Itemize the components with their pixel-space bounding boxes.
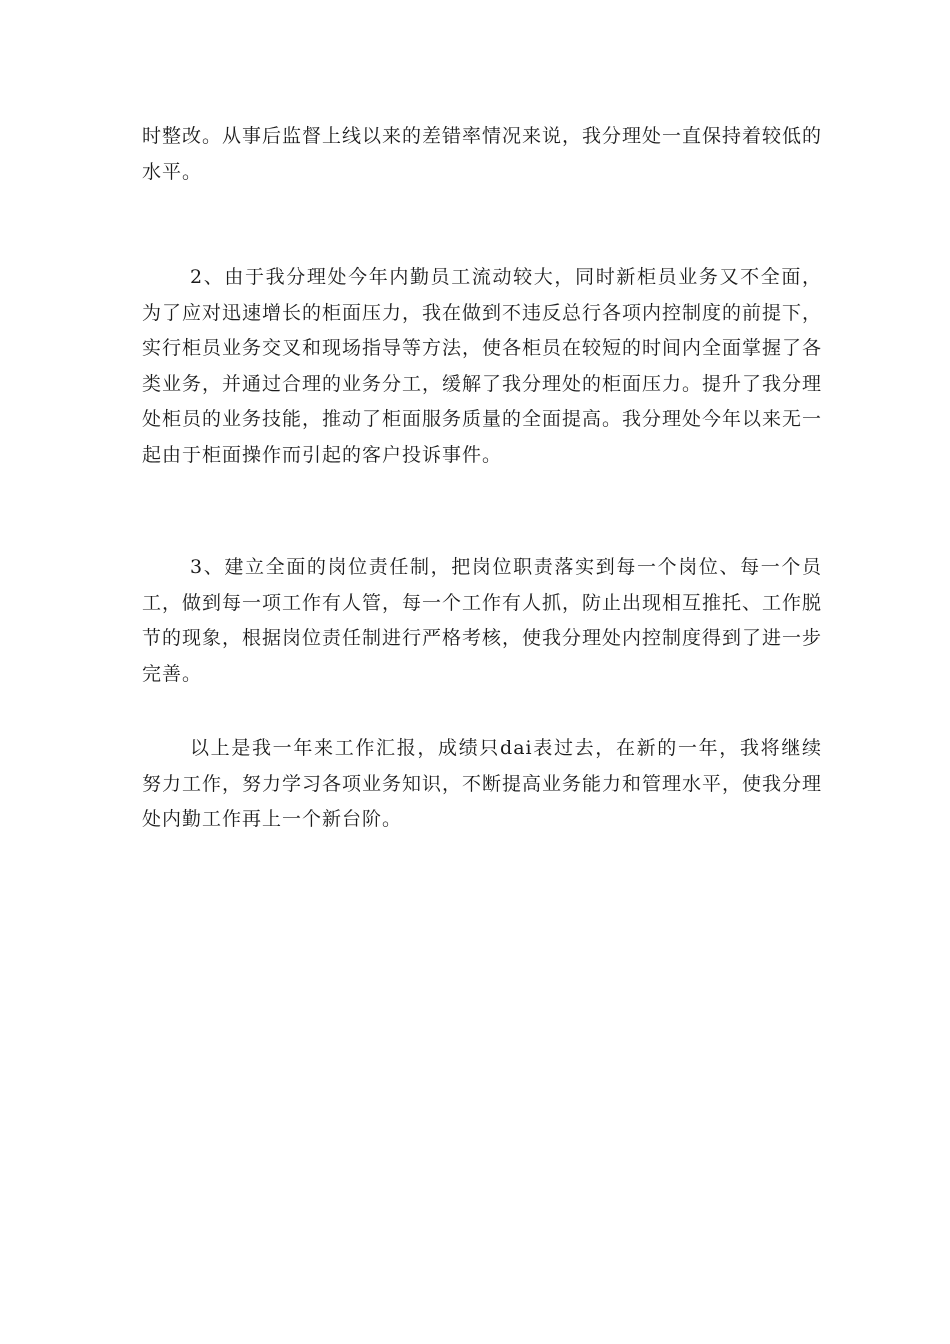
paragraph-item-3: 3、建立全面的岗位责任制，把岗位职责落实到每一个岗位、每一个员工，做到每一项工作有人管，每一个工作有人抓，防止出现相互推托、工作脱节的现象，根据岗位责任制进行严格考核，使我分理处内控制度得到了进一步完善。 [142, 556, 823, 685]
paragraph-continuation: 时整改。从事后监督上线以来的差错率情况来说，我分理处一直保持着较低的水平。 [142, 125, 823, 183]
paragraph-item-2: 2、由于我分理处今年内勤员工流动较大，同时新柜员业务又不全面，为了应对迅速增长的柜面压力，我在做到不违反总行各项内控制度的前提下，实行柜员业务交叉和现场指导等方法，使各柜员在较短的时间内全面掌握了各类业务，并通过合理的业务分工，缓解了我分理处的柜面压力。提升了我分理处柜员的业务技能，推动了柜面服务质量的全面提高。我分理处今年以来无一起由于柜面操作而引起的客户投诉事件。 [142, 266, 823, 466]
paragraph-closing: 以上是我一年来工作汇报，成绩只dai表过去，在新的一年，我将继续努力工作，努力学习各项业务知识，不断提高业务能力和管理水平，使我分理处内勤工作再上一个新台阶。 [142, 737, 823, 830]
